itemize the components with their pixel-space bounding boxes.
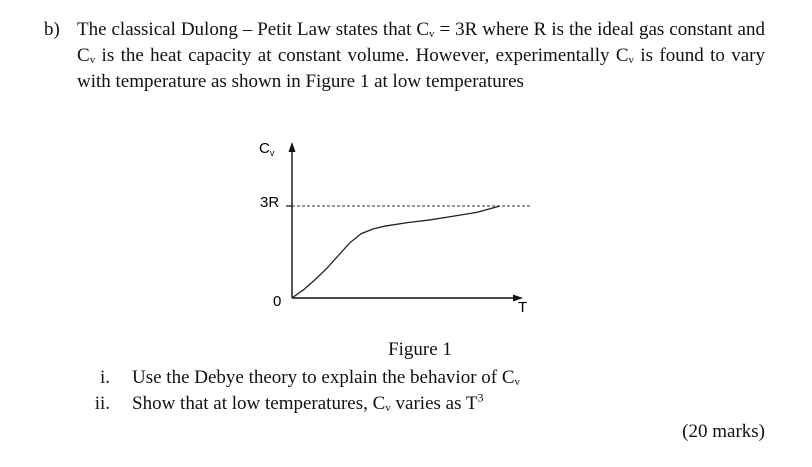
item-number: i. <box>99 367 110 388</box>
question-text: The classical Dulong – Petit Law states that $C_v = 3R$ where R is the ideal gas constant and $C_v$ is the heat capacity at constant volume. However, experimentally $C_v$ is found to vary with temperature as shown in Figure 1 at low temperatures <box>77 19 765 92</box>
y-axis-arrowhead <box>289 142 296 152</box>
item-text: Show that at low temperatures, $C_v$ varies as $T^3$ <box>132 390 484 414</box>
figure-caption: Figure 1 <box>388 339 452 360</box>
cv-curve <box>292 206 500 298</box>
y-axis-label: $C_v$ <box>259 140 275 158</box>
item-text: Use the Debye theory to explain the behavior of $C_v$ <box>132 367 521 388</box>
x-axis-label: T <box>518 299 528 316</box>
item-number: ii. <box>94 393 110 414</box>
origin-label: 0 <box>273 293 282 310</box>
marks-label: (20 marks) <box>682 421 765 442</box>
heat-capacity-plot <box>259 140 530 316</box>
3r-label: 3R <box>260 194 280 211</box>
question-label: b) <box>44 19 60 40</box>
